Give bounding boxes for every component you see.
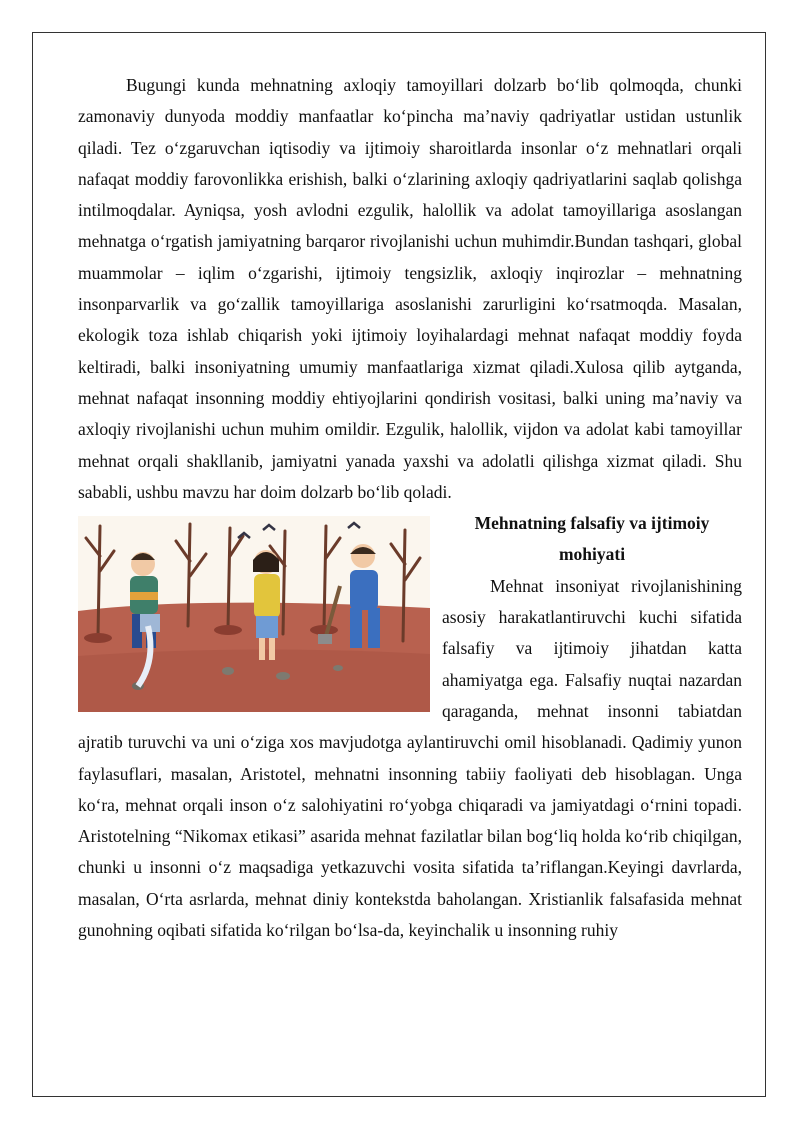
children-planting-trees-illustration <box>78 516 430 712</box>
section-heading: Mehnatning falsafiy va ijtimoiy mohiyati <box>474 513 710 565</box>
paragraph-philosophy: Mehnat insoniyat rivojlanishining asosiy harakatlantiruvchi kuchi sifatida falsafiy va ijtimoiy jihatdan katta ahamiyatga ega. Falsafiy nuqtai nazardan qaraganda, mehnat insonni tabiatdan ajratib turuvchi va uni o‘ziga xos mavjudotga aylantiruvchi omil hisoblanadi. Qadimiy yunon faylasuflari, masalan, Aristotel, mehnatni insonning tabiiy faoliyati deb hisoblagan. Unga ko‘ra, mehnat orqali inson o‘z salohiyatini ro‘yobga chiqaradi va jamiyatdagi o‘rnini topadi. Aristotelning “Nikomax etikasi” asarida mehnat fazilatlar bilan bog‘liq holda ko‘rib chiqilgan, chunki u insonni o‘z maqsadiga yetkazuvchi vosita sifatida ta’riflangan.Keyingi davrlarda, masalan, O‘rta asrlarda, mehnat diniy kontekstda baholangan. Xristianlik falsafasida mehnat gunohning oqibati sifatida ko‘rilgan bo‘lsa-da, keyinchalik u insonning ruhiy <box>78 575 742 941</box>
section-philosophy <box>78 508 742 946</box>
illustration-svg <box>78 516 430 712</box>
document-body <box>78 70 742 946</box>
paragraph-intro: Bugungi kunda mehnatning axloqiy tamoyillari dolzarb bo‘lib qolmoqda, chunki zamonaviy dunyoda moddiy manfaatlar ko‘pincha ma’naviy qadriyatlar ustidan ustunlik qiladi. Tez o‘zgaruvchan iqtisodiy va ijtimoiy sharoitlarda insonlar o‘z mehnatlari orqali nafaqat moddiy farovonlikka erishish, balki o‘zlarining axloqiy qadriyatlarini saqlab qolishga intilmoqdalar. Ayniqsa, yosh avlodni ezgulik, halollik va adolat tamoyillariga asoslangan mehnatga o‘rgatish jamiyatning barqaror rivojlanishi uchun muhimdir.Bundan tashqari, global muammolar – iqlim o‘zgarishi, ijtimoiy tengsizlik, axloqiy inqirozlar – mehnatning insonparvarlik va go‘zallik tamoyillariga asoslanishi zarurligini ko‘rsatmoqda. Masalan, ekologik toza ishlab chiqarish yoki ijtimoiy loyihalardagi mehnat nafaqat moddiy foyda keltiradi, balki insoniyatning umumiy manfaatlariga xizmat qiladi.Xulosa qilib aytganda, mehnat nafaqat insonning moddiy ehtiyojlarini qondirish vositasi, balki uning ma’naviy va axloqiy rivojlanishi uchun muhim omildir. Ezgulik, halollik, vijdon va adolat kabi tamoyillar mehnat orqali shakllanib, jamiyatni yanada yaxshi va adolatli qilishga xizmat qiladi. Shu sababli, ushbu mavzu har doim dolzarb bo‘lib qoladi. <box>78 75 742 502</box>
